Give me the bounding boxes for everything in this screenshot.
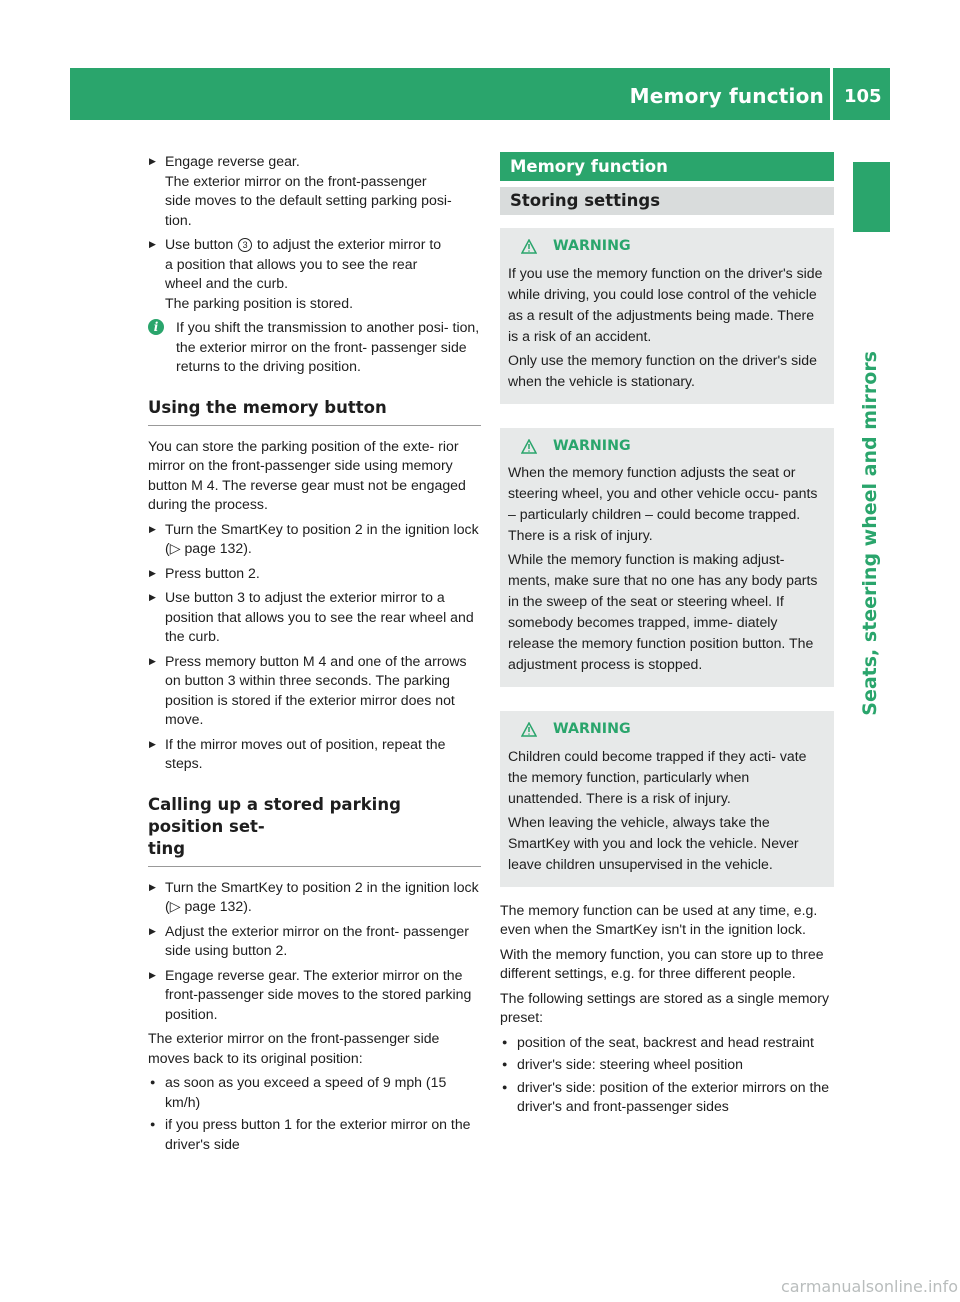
warning-text: When leaving the vehicle, always take the SmartKey with you and lock the vehicle. Never leave children unsupervised in the vehicle. xyxy=(508,813,799,872)
section-title-calling-up: Calling up a stored parking position set- ting xyxy=(148,794,481,867)
section1-step: ▶ Press button 2. xyxy=(148,564,481,584)
warning-box xyxy=(500,428,834,688)
section2-para: The exterior mirror on the front-passenger side moves back to its original position: xyxy=(148,1030,440,1066)
left-column xyxy=(148,152,481,1157)
section1-step: ▶ If the mirror moves out of position, repeat the steps. xyxy=(148,735,481,774)
section-title-memory-function: Memory function xyxy=(500,152,834,181)
watermark: carmanualsonline.info xyxy=(780,1277,958,1296)
warning-triangle-icon xyxy=(521,239,537,254)
step-adjust-mirror: ▶ Use button 3 to adjust the exterior mirror to a position that allows you to see the rear wheel and the curb. The parking position is stored. xyxy=(148,235,481,313)
body-paragraph: The memory function can be used at any time, e.g. even when the SmartKey isn't in the ignition lock. xyxy=(500,901,818,937)
section2-step: ▶ Engage reverse gear. The exterior mirror on the front-passenger side moves to the stored parking position. xyxy=(148,966,481,1025)
section1-step: ▶ Press memory button M 4 and one of the arrows on button 3 within three seconds. The parking position is stored if the exterior mirror does not move. xyxy=(148,652,481,730)
body-paragraph: With the memory function, you can store up to three different settings, e.g. for three different people. xyxy=(500,945,824,981)
settings-bullet: ● driver's side: steering wheel position xyxy=(500,1055,834,1075)
warning-text: Children could become trapped if they acti- vate the memory function, particularly when unattended. There is a risk of injury. xyxy=(508,747,807,806)
warning-label: WARNING xyxy=(553,721,631,737)
warning-label: WARNING xyxy=(553,437,631,454)
section1-step: ▶ Turn the SmartKey to position 2 in the ignition lock (▷ page 132). xyxy=(148,520,481,559)
warning-text: While the memory function is making adjust- ments, make sure that no one has any body parts in the sweep of the seat or steering wheel. If somebody becomes trapped, imme- diately release the memory function position button. The adjustment process is stopped. xyxy=(508,551,818,672)
info-icon: i xyxy=(148,319,164,335)
header-divider xyxy=(830,68,833,120)
page-number: 105 xyxy=(844,86,882,107)
warning-text: If you use the memory function on the driver's side while driving, you could lose control of the vehicle as a result of the adjustments being made. There is a risk of an accident. xyxy=(508,264,823,344)
section2-bullet: ● as soon as you exceed a speed of 9 mph (15 km/h) xyxy=(148,1073,481,1112)
chapter-label: Seats, steering wheel and mirrors xyxy=(859,350,881,716)
section1-step: ▶ Use button 3 to adjust the exterior mirror to a position that allows you to see the rear wheel and the curb. xyxy=(148,588,481,647)
section2-step: ▶ Turn the SmartKey to position 2 in the ignition lock (▷ page 132). xyxy=(148,878,481,917)
warning-text: Only use the memory function on the driver's side when the vehicle is stationary. xyxy=(508,351,817,389)
section1-intro: You can store the parking position of the exte- rior mirror on the front-passenger side using memory button M 4. The reverse gear must not be engaged during the process. xyxy=(148,437,466,512)
header-bar xyxy=(70,68,890,120)
body-paragraph: The following settings are stored as a single memory preset: xyxy=(500,989,830,1025)
warning-box xyxy=(500,711,834,887)
warning-triangle-icon xyxy=(521,439,537,454)
button-3-callout: 3 xyxy=(238,238,252,252)
section2-bullet: ● if you press button 1 for the exterior mirror on the driver's side xyxy=(148,1115,481,1154)
warning-box xyxy=(500,228,834,404)
section2-step: ▶ Adjust the exterior mirror on the front- passenger side using button 2. xyxy=(148,922,481,961)
section-title-using-memory: Using the memory button xyxy=(148,397,481,426)
right-column xyxy=(500,152,834,1120)
warning-label: WARNING xyxy=(553,238,631,254)
step-engage-reverse: ▶ Engage reverse gear. The exterior mirror on the front-passenger side moves to the default setting parking posi- tion. xyxy=(148,152,481,230)
warning-triangle-icon xyxy=(521,722,537,737)
chapter-tab xyxy=(853,162,890,232)
warning-text: When the memory function adjusts the seat or steering wheel, you and other vehicle occu- pants – particularly children – could become trapped. There is a risk of injury. xyxy=(508,464,818,543)
subsection-title-storing-settings: Storing settings xyxy=(500,187,834,215)
header-title: Memory function xyxy=(629,84,824,108)
info-note: i If you shift the transmission to another posi- tion, the exterior mirror on the front- passenger side returns to the driving position. xyxy=(148,318,481,377)
settings-bullet: ● position of the seat, backrest and head restraint xyxy=(500,1033,834,1053)
settings-bullet: ● driver's side: position of the exterior mirrors on the driver's and front-passenger sides xyxy=(500,1078,834,1117)
